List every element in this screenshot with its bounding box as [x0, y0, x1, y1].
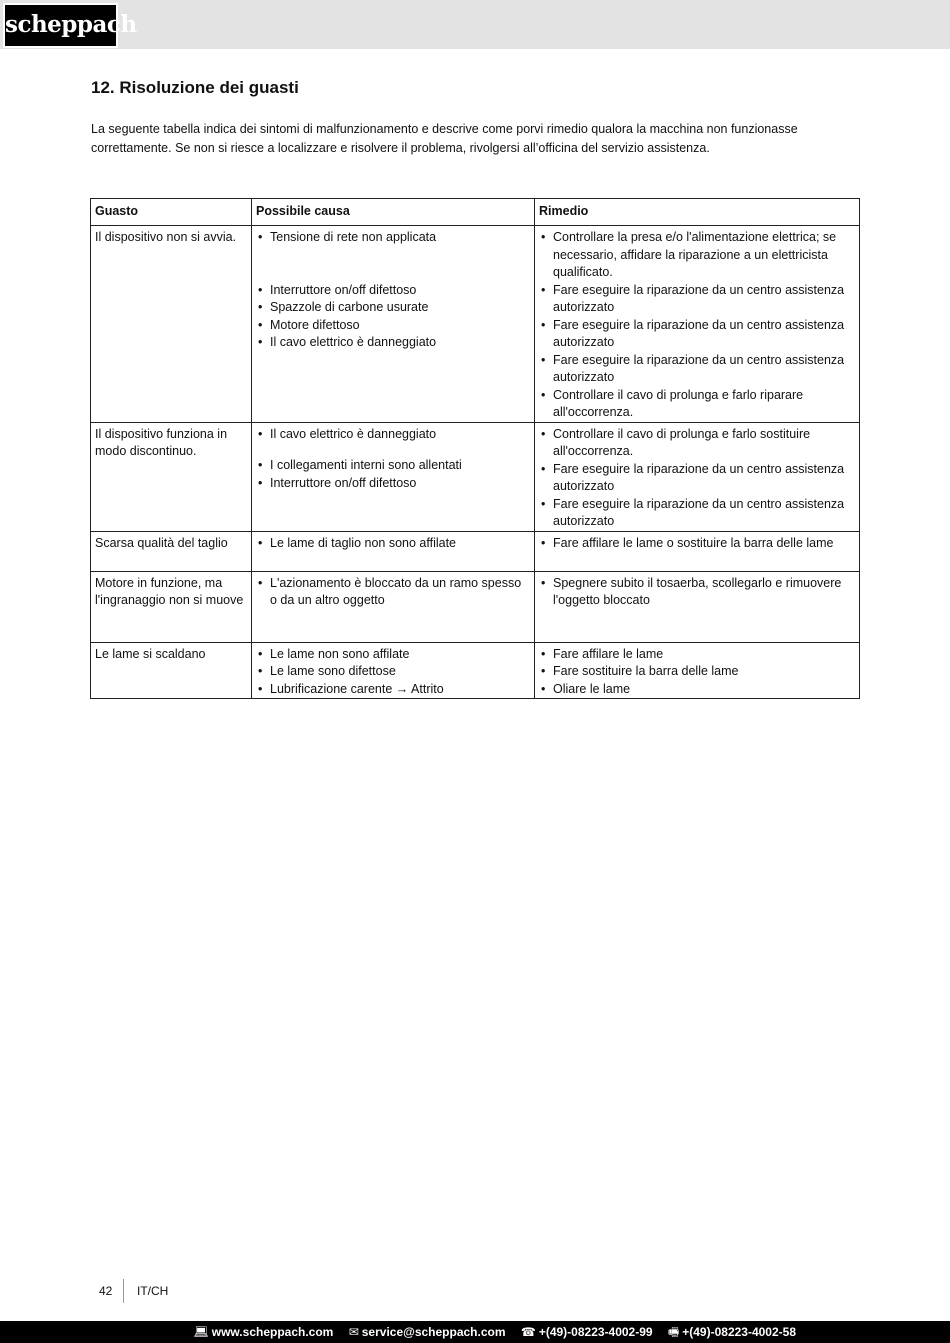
contact-list: [182, 1321, 796, 1343]
language-code: IT/CH: [137, 1284, 169, 1298]
remedy-item: • Fare eseguire la riparazione da un centro assistenza autorizzato: [539, 461, 855, 496]
fault-cell: Scarsa qualità del taglio: [91, 531, 252, 571]
cause-item: • I collegamenti interni sono allentati: [256, 457, 530, 475]
website-text: www.scheppach.com: [211, 1325, 334, 1339]
phone-contact: [521, 1325, 656, 1339]
page-number: 42: [99, 1284, 113, 1298]
remedy-item: • Controllare il cavo di prolunga e farlo sostituire all'occorrenza.: [539, 426, 855, 461]
scheppach-logo: scheppach: [3, 3, 118, 48]
footer-divider: [123, 1279, 124, 1303]
cause-cell: [252, 571, 535, 642]
remedy-item: • Fare eseguire la riparazione da un centro assistenza autorizzato: [539, 317, 855, 352]
table-row: [91, 642, 860, 699]
fax-icon: 🖷︎: [667, 1325, 680, 1339]
cause-item: • Interruttore on/off difettoso: [256, 282, 530, 300]
table-row: [91, 226, 860, 423]
column-header-cause: Possibile causa: [252, 199, 535, 226]
cause-item: • L'azionamento è bloccato da un ramo spesso o da un altro oggetto: [256, 575, 530, 610]
table-row: [91, 531, 860, 571]
remedy-item: • Controllare la presa e/o l'alimentazione elettrica; se necessario, affidare la riparazione a un elettricista qualificato.: [539, 229, 855, 282]
column-header-remedy: Rimedio: [535, 199, 860, 226]
website-contact[interactable]: [194, 1325, 337, 1339]
cause-cell: [252, 226, 535, 423]
remedy-cell: [535, 642, 860, 699]
cause-item: • Motore difettoso: [256, 317, 530, 335]
computer-icon: 💻︎: [193, 1325, 209, 1339]
fax-text: +(49)-08223-4002-58: [682, 1325, 796, 1339]
email-contact[interactable]: [349, 1325, 509, 1339]
fault-cell: Motore in funzione, ma l'ingranaggio non si muove: [91, 571, 252, 642]
remedy-cell: [535, 571, 860, 642]
remedy-item: • Fare affilare le lame o sostituire la barra delle lame: [539, 535, 855, 553]
remedy-item: • Spegnere subito il tosaerba, scollegarlo e rimuovere l'oggetto bloccato: [539, 575, 855, 610]
cause-item: • Spazzole di carbone usurate: [256, 299, 530, 317]
cause-item: • Le lame non sono affilate: [256, 646, 530, 664]
fax-contact: [668, 1325, 796, 1339]
column-header-fault: Guasto: [91, 199, 252, 226]
fault-cell: Il dispositivo funziona in modo discontinuo.: [91, 422, 252, 531]
header-bar: [0, 0, 950, 49]
remedy-item: • Fare affilare le lame: [539, 646, 855, 664]
phone-icon: ☎︎: [520, 1325, 536, 1339]
fault-cell: Le lame si scaldano: [91, 642, 252, 699]
remedy-item: • Fare sostituire la barra delle lame: [539, 663, 855, 681]
cause-item: • Le lame sono difettose: [256, 663, 530, 681]
intro-paragraph: La seguente tabella indica dei sintomi di malfunzionamento e descrive come porvi rimedio qualora la macchina non funzionasse correttamente. Se non si riesce a localizzare e risolvere il problema, rivolgersi all’officina del servizio assistenza.: [91, 122, 798, 155]
remedy-item: • Fare eseguire la riparazione da un centro assistenza autorizzato: [539, 352, 855, 387]
section-title: 12. Risoluzione dei guasti: [91, 78, 299, 97]
spacer: [256, 443, 530, 457]
remedy-cell: [535, 422, 860, 531]
cause-item: • Lubrificazione carente → Attrito: [256, 681, 530, 699]
fault-cell: Il dispositivo non si avvia.: [91, 226, 252, 423]
cause-cell: [252, 642, 535, 699]
remedy-item: • Fare eseguire la riparazione da un centro assistenza autorizzato: [539, 496, 855, 531]
phone-text: +(49)-08223-4002-99: [538, 1325, 653, 1339]
email-text: service@scheppach.com: [361, 1325, 506, 1339]
cause-cell: [252, 531, 535, 571]
spacer: [256, 247, 530, 282]
cause-item: • Il cavo elettrico è danneggiato: [256, 426, 530, 444]
table-header-row: [91, 199, 860, 226]
table-row: [91, 571, 860, 642]
cause-item: • Il cavo elettrico è danneggiato: [256, 334, 530, 352]
cause-item: • Le lame di taglio non sono affilate: [256, 535, 530, 553]
cause-cell: [252, 422, 535, 531]
envelope-icon: ✉︎: [348, 1325, 359, 1339]
cause-item: • Interruttore on/off difettoso: [256, 475, 530, 493]
contact-bar: [0, 1321, 950, 1343]
cause-item: • Tensione di rete non applicata: [256, 229, 530, 247]
remedy-item: • Controllare il cavo di prolunga e farlo riparare all'occorrenza.: [539, 387, 855, 422]
remedy-cell: [535, 531, 860, 571]
remedy-item: • Oliare le lame: [539, 681, 855, 699]
table-row: [91, 422, 860, 531]
remedy-item: • Fare eseguire la riparazione da un centro assistenza autorizzato: [539, 282, 855, 317]
remedy-cell: [535, 226, 860, 423]
troubleshooting-table: [90, 198, 860, 699]
